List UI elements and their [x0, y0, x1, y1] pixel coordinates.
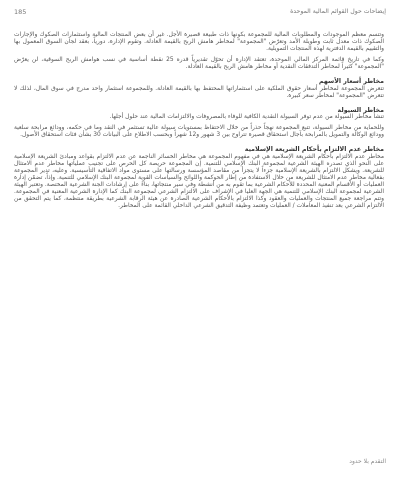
intro-paragraph-1: وتتسم معظم الموجودات والمطلوبات المالية للمجموعة بكونها ذات طبيعة قصيرة الأجل. غير أن بعض المنتجات المالية واستثمارات الصكوك والإجارات الصكوك ذات معدل ثابت وطويلة الأمد وتعرّض "المجموعة" لمخاطر هامش الربح بالقيمة العادلة. وتقوم الإدارة، دورياً، بعقد لجان السوق المعمول بها والتقييم بالقيمة الدفترية لهذه المنتجات التمويلية.	[14, 32, 384, 53]
liquidity-risk-paragraph-2: وللحماية من مخاطر السيولة، تتبع المجموعة نهجاً حذراً من خلال الاحتفاظ بمستويات سيولة عالية تستثمر في النقد وما في حكمه، وودائع مرابحة سلعية وودائع الوكالة والتمويل بالمرابحة بآجال استحقاق قصيرة تتراوح بين 3 شهور و12 شهراً وبحسب الاطلاع على البيانات 30 بشأن فئات استحقاق الأصول.	[14, 125, 384, 139]
page-header	[14, 8, 386, 20]
intro-paragraph-2: وكما في تاريخ قائمة المركز المالي الموحدة، تعتقد الإدارة أن تحوّل تقديرياً قدره 25 نقطة أساسية في نسب هوامش الربح السوقية، لن يعرّض "المجموعة" كثيراً لمخاطر التدفقات النقدية أو مخاطر هامش الربح بالقيمة العادلة.	[14, 57, 384, 71]
equity-price-risk-paragraph: تتعرض المجموعة لمخاطر أسعار حقوق الملكية على استثماراتها المحتفظ بها بالقيمة العادلة. وللمجموعة استثمار واحد مدرج في سوق المال، لذلك لا تتعرض "المجموعة" لمخاطر سعر كبيرة.	[14, 85, 384, 99]
document-body	[14, 32, 384, 214]
shariah-compliance-risk-paragraph: مخاطر عدم الالتزام بأحكام الشريعة الإسلامية هي في مفهوم المجموعة هي مخاطر الخسائر الناجمة عن عدم الالتزام بقواعد ومبادئ الشريعة الإسلامية على النحو الذي تصدره الهيئة الشرعية لمجموعة البنك الإسلامي للتنمية. إن المجموعة حريصة كل الحرص على تجنيب عملياتها مخاطر عدم الامتثال للشريعة. ويشكل الالتزام بالشريعة الإسلامية جزءاً لا يتجزأ من مقاصد المؤسسة ورسالتها على مستوى مواد الاتفاقية التأسيسية. وعليه، تدير المجموعة بفعالية مخاطر عدم الامتثال للشريعة من خلال الاستفادة من إطار الحوكمة واللوائح والسياسات القوية لمجموعة البنك الإسلامي للتنمية. وإذاً، تضمّن إدارة العمليات أو الأقسام المعنية المحددة للأحكام الشرعية بما تقوم به من أنشطة وفي سير منتجاتها، بناءً على إرشادات الجنة الشرعية المختصة. وتعتبر الهيئة الشرعية لمجموعة البنك الإسلامي للتنمية هي الجهة العليا في الإشراف على الالتزام الشرعي لمجموعة البنك كما الإدارة الشرعية المعنية في المجموعة. وتتم مراجعة جميع المنتجات والعمليات والعقود وكذا الالتزام بالأحكام الشرعية الصادرة عن هيئة الرقابة الشرعية بطريقة منتظمة، كما يتم التحقق من الالتزام الشرعي بعد تنفيذ المعاملات / العمليات وتعتمد وظيفة التدقيق الشرعي الداخلي القائمة على المخاطر.	[14, 153, 384, 210]
footer-slogan: التقدم بلا حدود	[349, 458, 386, 465]
section-heading-liquidity-risk: مخاطر السيولة	[337, 106, 384, 114]
section-heading-equity-price-risk: مخاطر أسعار الأسهم	[318, 78, 384, 86]
running-title: إيضاحات حول القوائم المالية الموحدة	[290, 8, 386, 15]
page-number: 185	[14, 8, 27, 16]
section-heading-shariah-compliance-risk: مخاطر عدم الالتزام بأحكام الشريعة الإسلامية	[244, 146, 384, 154]
liquidity-risk-paragraph-1: تنشأ مخاطر السيولة من عدم توفر السيولة النقدية الكافية للوفاء بالمصروفات والالتزامات المالية عند حلول أجلها.	[109, 114, 384, 121]
